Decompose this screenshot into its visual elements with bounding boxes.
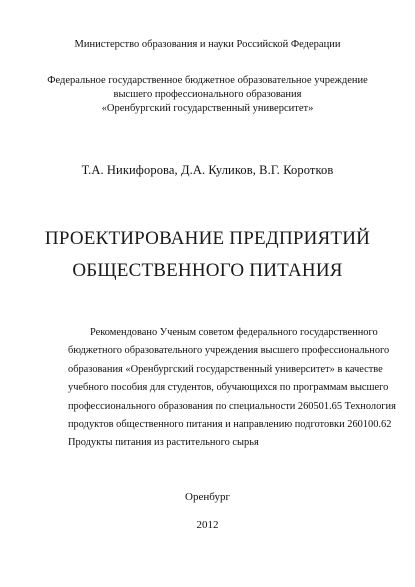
title-line-1: ПРОЕКТИРОВАНИЕ ПРЕДПРИЯТИЙ — [44, 228, 371, 249]
recommendation-line-3: образования «Оренбургский государственный университет» в качестве — [68, 363, 383, 375]
recommendation-line-1: Рекомендовано Ученым советом федерального государственного — [90, 327, 378, 338]
authors: Т.А. Никифорова, Д.А. Куликов, В.Г. Коротков — [81, 163, 334, 177]
recommendation-line-2: бюджетного образовательного учреждения высшего профессионального — [68, 345, 390, 357]
title-line-2: ОБЩЕСТВЕННОГО ПИТАНИЯ — [72, 260, 343, 281]
institution-line-3: «Оренбургский государственный университет» — [101, 103, 314, 114]
recommendation-paragraph — [68, 324, 396, 453]
year: 2012 — [196, 519, 219, 531]
ministry-line: Министерство образования и науки Российской Федерации — [74, 39, 341, 50]
recommendation-line-4: учебного пособия для студентов, обучающихся по программам высшего — [68, 382, 389, 394]
institution-line-2: высшего профессионального образования — [113, 89, 302, 100]
institution-line-1: Федеральное государственное бюджетное образовательное учреждение — [47, 75, 368, 86]
recommendation-line-7: Продукты питания из растительного сырья — [68, 437, 259, 449]
recommendation-line-5: профессионального образования по специальности 260501.65 Технология — [68, 400, 396, 412]
recommendation-line-6: продуктов общественного питания и направлению подготовки 260100.62 — [68, 418, 392, 430]
city: Оренбург — [185, 491, 230, 503]
